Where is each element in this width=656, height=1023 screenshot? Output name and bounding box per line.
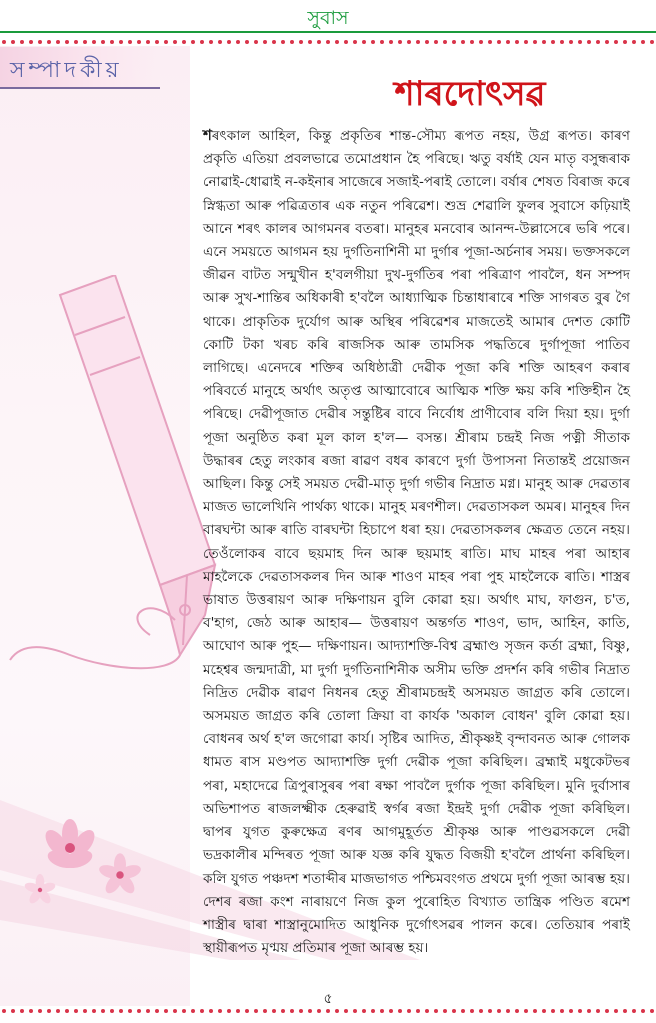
dots-top-svg (0, 39, 656, 45)
border-dot (335, 40, 339, 44)
border-dot (74, 40, 78, 44)
border-dot (596, 40, 600, 44)
border-dot (470, 40, 474, 44)
border-dot (434, 40, 438, 44)
border-dot (578, 40, 582, 44)
border-dot (182, 40, 186, 44)
border-dot (227, 40, 231, 44)
border-dot (326, 40, 330, 44)
border-dot (290, 40, 294, 44)
border-dot (245, 40, 249, 44)
border-dot (515, 40, 519, 44)
border-dot (443, 40, 447, 44)
border-dot (92, 40, 96, 44)
border-dot (344, 40, 348, 44)
section-label: সম্পাদকীয় (10, 58, 123, 83)
border-dot (587, 40, 591, 44)
border-dot (173, 40, 177, 44)
border-dot (569, 40, 573, 44)
border-dot (416, 40, 420, 44)
article-heading: শাৰদোৎসৱ (394, 74, 546, 114)
border-dot (254, 40, 258, 44)
border-dot (200, 40, 204, 44)
border-dot (11, 40, 15, 44)
border-dot (20, 40, 24, 44)
border-dot (218, 40, 222, 44)
header-divider (0, 31, 656, 33)
border-dot (542, 40, 546, 44)
border-dot (317, 40, 321, 44)
page-number: ৫ (323, 991, 333, 1007)
border-dot (641, 40, 645, 44)
border-dot (191, 40, 195, 44)
article-body-text: ৰৎকাল আহিল, কিন্তু প্ৰকৃতিৰ শান্ত-সৌম্য ৰূপত নহয়, উগ্ৰ ৰূপত। কাৰণ প্ৰকৃতি এতিয়া প্ৰবলভাৱে তমোপ্ৰধান হৈ পৰিছে। ঋতু বৰ্ষাই যেন মাতৃ বসুন্ধৰাক নোৱাই-ধোৱাই ন-কইনাৰ সাজেৰে সজাই-পৰাই তোলে। বৰ্ষাৰ শেষত বিৰাজ কৰে স্নিগ্ধতা আৰু পৱিত্ৰতাৰ এক নতুন পৰিৱেশ। শুভ্ৰ শেৱালি ফুলৰ সুবাসে কঢ়িয়াই আনে শৰৎ কালৰ আগমনৰ বতৰা। মানুহৰ মনবোৰ আনন্দ-উল্লাসেৰে ভৰি পৰে। এনে সময়তে আগমন হয় দুৰ্গতিনাশিনী মা দুৰ্গাৰ পূজা-অৰ্চনাৰ সময়। ভক্তসকলে জীৱন বাটত সন্মুখীন হ'বলগীয়া দুখ-দুৰ্গতিৰ পৰা পৰিত্ৰাণ পাবলৈ, ধন সম্পদ আৰু সুখ-শান্তিৰ অধিকাৰী হ'বলৈ আধ্যাত্মিক চিন্তাধাৰাৰে শক্তি সাগৰত বুৰ গৈ থাকে। প্ৰাকৃতিক দুৰ্যোগ আৰু অস্থিৰ পৰিৱেশৰ মাজতেই আমাৰ দেশত কোটি কোটি টকা খৰচ কৰি ৰাজসিক আৰু তামসিক পদ্ধতিৰে দুৰ্গাপূজা পাতিব লাগিছে। এনেদৰে শক্তিৰ অধিষ্ঠাত্ৰী দেৱীক পূজা কৰি শক্তি আহৰণ কৰাৰ পৰিবৰ্তে মানুহে অৰ্থাৎ অতৃপ্ত আত্মাবোৰে আত্মিক শক্তি ক্ষয় কৰি শক্তিহীন হৈ পৰিছে। দেৱীপূজাত দেৱীৰ সন্তুষ্টিৰ বাবে নিৰ্বোধ প্ৰাণীবোৰ বলি দিয়া হয়। দুৰ্গা পূজা অনুষ্ঠিত কৰা মূল কাল হ'ল— বসন্ত। শ্ৰীৰাম চন্দ্ৰই নিজ পত্নী সীতাক উদ্ধাৰৰ হেতু লংকাৰ ৰজা ৰাৱণ বধৰ কাৰণে দুৰ্গা উপাসনা নিতান্তই প্ৰয়োজন আছিল। কিন্তু সেই সময়ত দেৱী-মাতৃ দুৰ্গা গভীৰ নিদ্ৰাত মগ্ন। মানুহ আৰু দেৱতাৰ মাজত ভালেখিনি পাৰ্থক্য থাকে। মানুহ মৰণশীল। দেৱতাসকল অমৰ। মানুহৰ দিন বাৰঘন্টা আৰু ৰাতি বাৰঘন্টা হিচাপে ধৰা হয়। দেৱতাসকলৰ ক্ষেত্ৰত তেনে নহয়। তেওঁলোকৰ বাবে ছয়মাহ দিন আৰু ছয়মাহ ৰাতি। মাঘ মাহৰ পৰা আহাৰ মাহলৈকে দেৱতাসকলৰ দিন আৰু শাওণ মাহৰ পৰা পুহ মাহলৈকে ৰাতি। শাস্ত্ৰৰ ভাষাত উত্তৰায়ণ আৰু দক্ষিণায়ন বুলি কোৱা হয়। অৰ্থাৎ মাঘ, ফাগুন, চ'ত, ব'হাগ, জেঠ আৰু আহাৰ— উত্তৰায়ণ অন্তৰ্গত শাওণ, ভাদ, আহিন, কাতি, আঘোণ আৰু পুহ— দক্ষিণায়ন। আদ্যাশক্তি-বিশ্ব ব্ৰহ্মাণ্ড সৃজন কৰ্তা ব্ৰহ্মা, বিষ্ণু, মহেশ্বৰ জন্মদাত্ৰী, মা দুৰ্গা দুৰ্গতিনাশিনীক অসীম ভক্তি প্ৰদৰ্শন কৰি গভীৰ নিদ্ৰাত নিদ্ৰিত দেৱীক ৰাৱণ নিধনৰ হেতু শ্ৰীৰামচন্দ্ৰই অসময়ত জাগ্ৰত কৰি তোলে। অসময়ত জাগ্ৰত কৰি তোলা ক্ৰিয়া বা কাৰ্যক 'অকাল বোধন' বুলি কোৱা হয়। বোধনৰ অৰ্থ হ'ল জগোৱা কাৰ্য। সৃষ্টিৰ আদিত, শ্ৰীকৃষ্ণই বৃন্দাবনত আৰু গোলক ধামত ৰাস মণ্ডপত আদ্যাশক্তি দুৰ্গা দেৱীক পূজা কৰিছিল। ব্ৰহ্মাই মধুকেটভৰ পৰা, মহাদেৱে ত্ৰিপুৰাসুৰৰ পৰা ৰক্ষা পাবলৈ দুৰ্গাক পূজা কৰিছিল। মুনি দুৰ্বাসাৰ অভিশাপত ৰাজলক্ষ্মীক হেৰুৱাই স্বৰ্গৰ ৰজা ইন্দ্ৰই দুৰ্গা দেৱীক পূজা কৰিছিল। দ্বাপৰ যুগত কুৰুক্ষেত্ৰ ৰণৰ আগমুহূৰ্তত শ্ৰীকৃষ্ণ আৰু পাণ্ডৱসকলে দেৱী ভদ্ৰকালীৰ মন্দিৰত পূজা আৰু যজ্ঞ কৰি যুদ্ধত বিজয়ী হ'বলৈ প্ৰাৰ্থনা কৰিছিল। কলি যুগত পঞ্চদশ শতাব্দীৰ মাজভাগত পশ্চিমবংগত প্ৰথমে দুৰ্গা পূজা আৰম্ভ হয়। দেশৰ ৰজা কংশ নাৰায়ণে নিজ কুল পুৰোহিত বিখ্যাত তান্ত্ৰিক পণ্ডিত ৰমেশ শাস্ত্ৰীৰ দ্বাৰা শাস্ত্ৰানুমোদিত আধুনিক দুৰ্গোৎসৱৰ পালন কৰে। তেতিয়াৰ পৰাই স্থায়ীৰূপত মৃণ্ময় প্ৰতিমাৰ পূজা আৰম্ভ হয়। (203, 128, 630, 957)
border-dot (146, 40, 150, 44)
border-dot (533, 40, 537, 44)
border-dot (353, 40, 357, 44)
border-dot (407, 40, 411, 44)
border-dot (236, 40, 240, 44)
article-dropcap: শ (203, 126, 212, 144)
border-dot (389, 40, 393, 44)
border-dot (29, 40, 33, 44)
border-dot (371, 40, 375, 44)
border-dot (452, 40, 456, 44)
article-body (203, 124, 630, 960)
border-dot (101, 40, 105, 44)
border-dot (308, 40, 312, 44)
border-dot (128, 40, 132, 44)
border-dot (551, 40, 555, 44)
border-dot (209, 40, 213, 44)
border-dot (425, 40, 429, 44)
border-dot (155, 40, 159, 44)
border-dot (506, 40, 510, 44)
border-dot (623, 40, 627, 44)
border-dot (398, 40, 402, 44)
border-dot (560, 40, 564, 44)
border-dot (281, 40, 285, 44)
border-dot (497, 40, 501, 44)
border-dot (650, 40, 654, 44)
border-dot (632, 40, 636, 44)
border-dot (299, 40, 303, 44)
border-dot (110, 40, 114, 44)
border-dot (479, 40, 483, 44)
top-dots-border (0, 39, 656, 45)
border-dot (2, 40, 6, 44)
border-dot (263, 40, 267, 44)
border-dot (272, 40, 276, 44)
border-dot (614, 40, 618, 44)
border-dot (461, 40, 465, 44)
magazine-title: সুবাস (307, 7, 349, 29)
border-dot (164, 40, 168, 44)
border-dot (380, 40, 384, 44)
border-dot (56, 40, 60, 44)
border-dot (362, 40, 366, 44)
section-label-box (0, 47, 160, 89)
border-dot (488, 40, 492, 44)
border-dot (65, 40, 69, 44)
border-dot (83, 40, 87, 44)
border-dot (38, 40, 42, 44)
border-dot (605, 40, 609, 44)
border-dot (47, 40, 51, 44)
border-dot (524, 40, 528, 44)
border-dot (137, 40, 141, 44)
border-dot (119, 40, 123, 44)
